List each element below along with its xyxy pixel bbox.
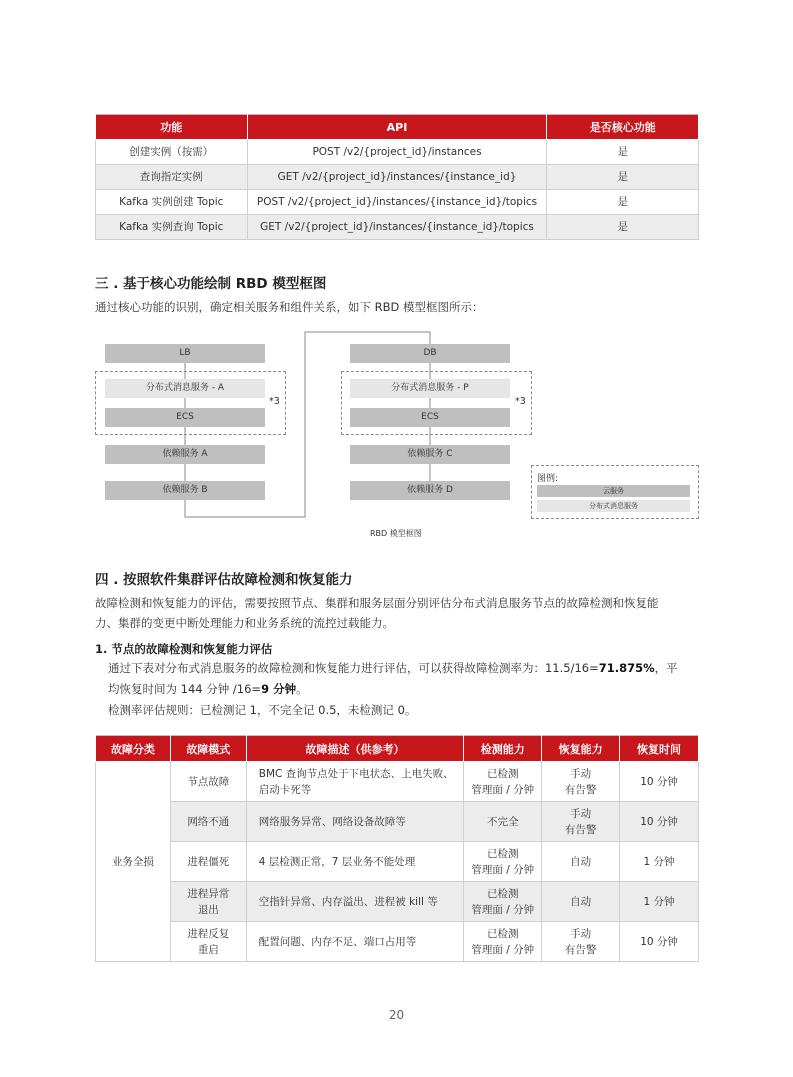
table-row: [96, 190, 699, 215]
section4-intro-1: 故障检测和恢复能力的评估，需要按照节点、集群和服务层面分别评估分布式消息服务节点的故障检测和恢复能: [95, 596, 659, 610]
text: 4 层检测正常，7 层业务不能处理: [258, 855, 416, 868]
legend-title: 图例:: [537, 474, 559, 484]
text: 进程僵死: [187, 855, 230, 868]
cell-detection: [464, 882, 542, 922]
text: 启动卡死等: [258, 783, 312, 796]
cell-description: [246, 882, 464, 922]
section4-title: 四 . 按照软件集群评估故障检测和恢复能力: [95, 572, 353, 588]
text: 已检测: [487, 847, 519, 860]
text: 节点故障: [187, 775, 230, 788]
cell-category: 业务全损: [96, 762, 171, 962]
table-row: [96, 922, 699, 962]
text: 手动: [570, 767, 592, 780]
cell-api: GET /v2/{project_id}/instances/{instance_id}: [247, 165, 547, 190]
text: BMC 查询节点处于下电状态、上电失败、: [258, 767, 454, 780]
text: 管理面 / 分钟: [471, 783, 535, 796]
text: 。: [296, 682, 308, 696]
text: 手动: [570, 807, 592, 820]
text: 网络不通: [187, 815, 230, 828]
cell-detection: [464, 922, 542, 962]
section3-intro: 通过核心功能的识别，确定相关服务和组件关系，如下 RBD 模型框图所示：: [95, 300, 484, 314]
box-db: DB: [350, 344, 510, 363]
api-table-header: [96, 115, 699, 140]
header-function: 功能: [96, 115, 248, 140]
text: 网络服务异常、网络设备故障等: [258, 815, 406, 828]
cell-function: Kafka 实例查询 Topic: [96, 215, 248, 240]
fault-table: [95, 735, 699, 962]
text: 已检测: [487, 927, 519, 940]
cell-api: POST /v2/{project_id}/instances/{instance_id}/topics: [247, 190, 547, 215]
table-row: [96, 140, 699, 165]
cell-mode: [170, 802, 246, 842]
box-ecs-left: ECS: [105, 408, 265, 427]
text: ，平: [654, 661, 678, 675]
text: 管理面 / 分钟: [471, 863, 535, 876]
box-mq-a: 分布式消息服务 - A: [105, 379, 265, 398]
text: 已检测: [487, 887, 519, 900]
header-mode: 故障模式: [170, 736, 246, 762]
subsection-title: 1. 节点的故障检测和恢复能力评估: [95, 642, 273, 656]
multiplier-right: *3: [515, 396, 526, 407]
box-dep-c: 依赖服务 C: [350, 445, 510, 464]
legend-distributed: 分布式消息服务: [537, 500, 690, 512]
page-number: 20: [388, 1008, 405, 1022]
legend-cloud: 云服务: [537, 485, 690, 497]
text: 通过下表对分布式消息服务的故障检测和恢复能力进行评估，可以获得故障检测率为：11.5/16=: [108, 661, 599, 675]
text: 进程异常: [187, 887, 230, 900]
text: 管理面 / 分钟: [471, 943, 535, 956]
api-table: [95, 114, 699, 240]
cell-description: [246, 762, 464, 802]
cell-mode: [170, 922, 246, 962]
cell-time: 10 分钟: [620, 762, 699, 802]
diagram-caption: RBD 模型框图: [370, 529, 422, 538]
cell-description: [246, 842, 464, 882]
header-core: 是否核心功能: [547, 115, 699, 140]
header-detection: 检测能力: [464, 736, 542, 762]
table-row: [96, 842, 699, 882]
text: 配置问题、内存不足、端口占用等: [258, 935, 417, 948]
section3-title: 三 . 基于核心功能绘制 RBD 模型框图: [95, 276, 327, 292]
text: 有告警: [564, 823, 597, 836]
recovery-time-value: 9 分钟: [261, 682, 297, 696]
paragraph-rule: 检测率评估规则：已检测记 1，不完全记 0.5，未检测记 0。: [108, 703, 417, 717]
cell-core: 是: [547, 215, 699, 240]
cell-time: 10 分钟: [620, 802, 699, 842]
box-dep-d: 依赖服务 D: [350, 481, 510, 500]
paragraph-recovery-time: [108, 678, 308, 700]
header-recovery: 恢复能力: [542, 736, 620, 762]
text: 不完全: [487, 815, 519, 828]
header-api: API: [247, 115, 547, 140]
text: 退出: [197, 903, 219, 916]
header-description: 故障描述（供参考）: [246, 736, 464, 762]
box-ecs-right: ECS: [350, 408, 510, 427]
cell-recovery: [542, 762, 620, 802]
text: 自动: [570, 855, 592, 868]
cell-detection: [464, 802, 542, 842]
cell-recovery: [542, 922, 620, 962]
cell-core: 是: [547, 165, 699, 190]
cell-detection: [464, 842, 542, 882]
cell-function: 创建实例（按需）: [96, 140, 248, 165]
header-recovery-time: 恢复时间: [620, 736, 699, 762]
cell-core: 是: [547, 140, 699, 165]
box-mq-p: 分布式消息服务 - P: [350, 379, 510, 398]
cell-description: [246, 922, 464, 962]
cell-time: 10 分钟: [620, 922, 699, 962]
text: 已检测: [487, 767, 519, 780]
box-dep-a: 依赖服务 A: [105, 445, 265, 464]
detection-rate-value: 71.875%: [598, 661, 655, 675]
text: 均恢复时间为 144 分钟 /16=: [108, 682, 262, 696]
cell-function: Kafka 实例创建 Topic: [96, 190, 248, 215]
table-row: [96, 882, 699, 922]
cell-mode: [170, 882, 246, 922]
text: 自动: [570, 895, 592, 908]
cell-api: POST /v2/{project_id}/instances: [247, 140, 547, 165]
cell-time: 1 分钟: [620, 842, 699, 882]
cell-recovery: [542, 842, 620, 882]
text: 进程反复: [187, 927, 230, 940]
cell-time: 1 分钟: [620, 882, 699, 922]
box-lb: LB: [105, 344, 265, 363]
table-row: [96, 215, 699, 240]
header-category: 故障分类: [96, 736, 171, 762]
cell-mode: [170, 842, 246, 882]
fault-table-header: [96, 736, 699, 762]
cell-description: [246, 802, 464, 842]
text: 有告警: [564, 943, 597, 956]
text: 有告警: [564, 783, 597, 796]
cell-recovery: [542, 882, 620, 922]
table-row: [96, 165, 699, 190]
paragraph-detection-rate: [108, 657, 678, 679]
cell-detection: [464, 762, 542, 802]
cell-function: 查询指定实例: [96, 165, 248, 190]
table-row: [96, 802, 699, 842]
box-dep-b: 依赖服务 B: [105, 481, 265, 500]
text: 管理面 / 分钟: [471, 903, 535, 916]
cell-api: GET /v2/{project_id}/instances/{instance_id}/topics: [247, 215, 547, 240]
text: 手动: [570, 927, 592, 940]
table-row: [96, 762, 699, 802]
multiplier-left: *3: [269, 396, 280, 407]
cell-core: 是: [547, 190, 699, 215]
cell-mode: [170, 762, 246, 802]
text: 重启: [197, 943, 219, 956]
section4-intro-2: 力、集群的变更中断处理能力和业务系统的流控过载能力。: [95, 616, 394, 630]
cell-recovery: [542, 802, 620, 842]
text: 空指针异常、内存溢出、进程被 kill 等: [258, 895, 438, 908]
